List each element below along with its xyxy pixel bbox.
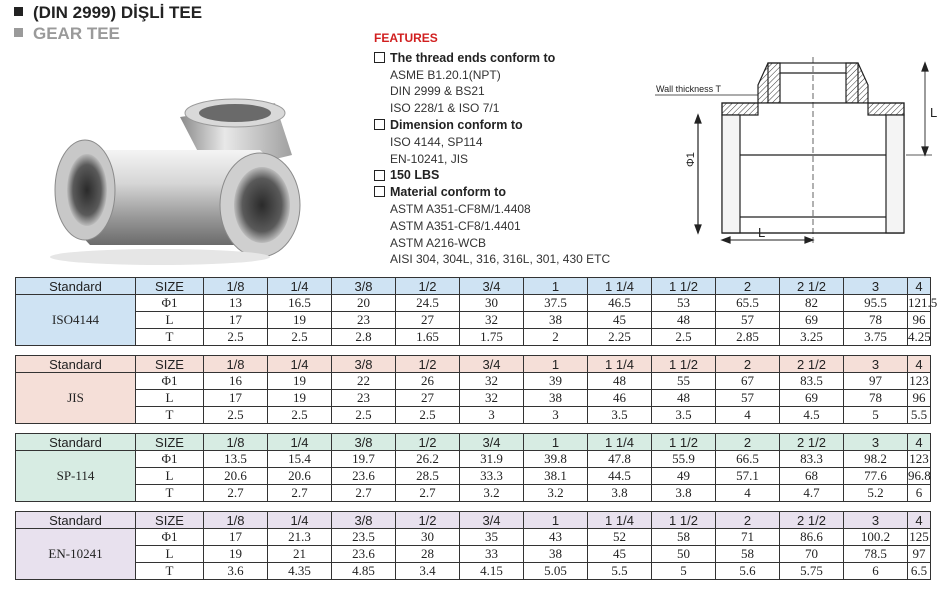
value-cell: 19.7 (332, 451, 396, 468)
value-cell: 16 (204, 373, 268, 390)
wall-thickness-label: Wall thickness T (656, 84, 722, 94)
value-cell: 31.9 (460, 451, 524, 468)
size-cell: 1/2 (396, 356, 460, 373)
value-cell: 68 (780, 468, 844, 485)
feature-item: ISO 4144, SP114 (390, 134, 483, 149)
size-cell: 1/4 (268, 278, 332, 295)
value-cell: 30 (460, 295, 524, 312)
feature-group-title: Dimension conform to (390, 117, 523, 132)
value-cell: 3.6 (204, 563, 268, 580)
value-cell: 3.8 (588, 485, 652, 502)
table-row (16, 373, 931, 390)
value-cell: 2.5 (268, 329, 332, 346)
row-label-cell: L (136, 546, 204, 563)
value-cell: 4.15 (460, 563, 524, 580)
standard-header-cell: Standard (16, 434, 136, 451)
value-cell: 3.5 (588, 407, 652, 424)
feature-item: ASME B1.20.1(NPT) (390, 67, 501, 82)
table-row (16, 563, 931, 580)
row-label-cell: L (136, 312, 204, 329)
value-cell: 66.5 (716, 451, 780, 468)
value-cell: 95.5 (844, 295, 908, 312)
value-cell: 22 (332, 373, 396, 390)
size-cell: 1/2 (396, 434, 460, 451)
value-cell: 13.5 (204, 451, 268, 468)
page-title (14, 3, 202, 23)
value-cell: 57.1 (716, 468, 780, 485)
size-cell: 3/8 (332, 512, 396, 529)
size-cell: 1 1/4 (588, 434, 652, 451)
value-cell: 3.4 (396, 563, 460, 580)
value-cell: 38.1 (524, 468, 588, 485)
value-cell: 20 (332, 295, 396, 312)
size-cell: 1/4 (268, 434, 332, 451)
value-cell: 35 (460, 529, 524, 546)
size-cell: 1 1/2 (652, 356, 716, 373)
row-label-cell: Φ1 (136, 529, 204, 546)
size-cell: 1/2 (396, 512, 460, 529)
value-cell: 2.7 (204, 485, 268, 502)
value-cell: 67 (716, 373, 780, 390)
size-cell: 3/4 (460, 434, 524, 451)
side-length-label: L (930, 105, 938, 120)
table-row (16, 407, 931, 424)
value-cell: 125 (909, 529, 929, 544)
value-cell: 5.75 (780, 563, 844, 580)
size-cell: 1 1/2 (652, 434, 716, 451)
features-heading: FEATURES (374, 31, 438, 45)
feature-item: ASTM A216-WCB (390, 235, 487, 250)
standard-header-cell: Standard (16, 512, 136, 529)
size-cell: 2 1/2 (780, 356, 844, 373)
value-cell: 23.6 (332, 546, 396, 563)
size-cell: 3/4 (460, 512, 524, 529)
value-cell: 78 (844, 390, 908, 407)
value-cell: 2.5 (332, 407, 396, 424)
row-label-cell: L (136, 468, 204, 485)
table-row (16, 451, 931, 468)
table-header-row (16, 512, 931, 529)
size-cell: 1 1/2 (652, 512, 716, 529)
value-cell: 26.2 (396, 451, 460, 468)
value-cell: 65.5 (716, 295, 780, 312)
table-row (16, 546, 931, 563)
size-cell: 1/8 (204, 512, 268, 529)
size-cell: 2 1/2 (780, 512, 844, 529)
value-cell: 82 (780, 295, 844, 312)
standard-name-cell: JIS (16, 373, 136, 424)
size-cell: 1 1/4 (588, 512, 652, 529)
bottom-length-label: L (758, 225, 766, 240)
value-cell: 23 (332, 312, 396, 329)
value-cell: 2.85 (716, 329, 780, 346)
value-cell: 2.7 (332, 485, 396, 502)
value-cell: 30 (396, 529, 460, 546)
value-cell: 5 (844, 407, 908, 424)
size-cell: 4 (908, 512, 931, 529)
feature-group-title: The thread ends conform to (390, 50, 556, 65)
value-cell: 19 (268, 373, 332, 390)
value-cell: 4.35 (268, 563, 332, 580)
spec-table-iso4144 (15, 277, 938, 346)
value-cell: 1.65 (396, 329, 460, 346)
size-cell: 3 (844, 512, 908, 529)
feature-group-thread (374, 50, 644, 117)
size-header-cell: SIZE (136, 278, 204, 295)
value-cell: 24.5 (396, 295, 460, 312)
value-cell: 17 (204, 529, 268, 546)
table-row (16, 529, 931, 546)
value-cell: 15.4 (268, 451, 332, 468)
size-cell: 2 1/2 (780, 278, 844, 295)
value-cell: 57 (716, 312, 780, 329)
value-cell: 3.8 (652, 485, 716, 502)
value-cell: 46.5 (588, 295, 652, 312)
size-cell: 3/4 (460, 278, 524, 295)
value-cell: 52 (588, 529, 652, 546)
value-cell: 69 (780, 312, 844, 329)
value-cell: 6 (908, 485, 931, 502)
row-label-cell: T (136, 329, 204, 346)
value-cell: 83.5 (780, 373, 844, 390)
value-cell: 48 (588, 373, 652, 390)
value-cell: 33 (460, 546, 524, 563)
value-cell: 3.25 (780, 329, 844, 346)
size-cell: 1 (524, 278, 588, 295)
value-cell: 48 (652, 312, 716, 329)
value-cell: 5.05 (524, 563, 588, 580)
size-cell: 4 (908, 356, 931, 373)
standard-name-cell: SP-114 (16, 451, 136, 502)
row-label-cell: Φ1 (136, 373, 204, 390)
feature-group-pressure (374, 167, 644, 184)
size-cell: 3/4 (460, 356, 524, 373)
value-cell: 45 (588, 546, 652, 563)
value-cell: 38 (524, 390, 588, 407)
row-label-cell: T (136, 485, 204, 502)
table-row (16, 468, 931, 485)
value-cell: 46 (588, 390, 652, 407)
feature-group-dimension (374, 117, 644, 167)
value-cell: 4.25 (908, 329, 931, 344)
value-cell: 23 (332, 390, 396, 407)
size-cell: 1/4 (268, 512, 332, 529)
tee-section-diagram (650, 55, 940, 250)
value-cell: 23.5 (332, 529, 396, 546)
value-cell: 38 (524, 312, 588, 329)
value-cell: 55 (652, 373, 716, 390)
value-cell: 69 (780, 390, 844, 407)
value-cell: 4 (716, 407, 780, 424)
value-cell: 32 (460, 373, 524, 390)
value-cell: 98.2 (844, 451, 908, 468)
title-en: GEAR TEE (33, 24, 120, 43)
value-cell: 53 (652, 295, 716, 312)
value-cell: 44.5 (588, 468, 652, 485)
value-cell: 96 (908, 390, 931, 407)
value-cell: 13 (204, 295, 268, 312)
value-cell: 5.6 (716, 563, 780, 580)
feature-item: EN-10241, JIS (390, 151, 469, 166)
value-cell: 23.6 (332, 468, 396, 485)
size-cell: 1 (524, 434, 588, 451)
value-cell: 32 (460, 390, 524, 407)
value-cell: 70 (780, 546, 844, 563)
gear-tee-photo (30, 95, 335, 270)
value-cell: 2.25 (588, 329, 652, 346)
value-cell: 26 (396, 373, 460, 390)
table-row (16, 390, 931, 407)
spec-table-sp114 (15, 433, 931, 502)
size-cell: 2 (716, 512, 780, 529)
value-cell: 17 (204, 312, 268, 329)
row-label-cell: L (136, 390, 204, 407)
size-cell: 2 (716, 356, 780, 373)
value-cell: 6 (844, 563, 908, 580)
value-cell: 45 (588, 312, 652, 329)
value-cell: 3.5 (652, 407, 716, 424)
value-cell: 2.5 (268, 407, 332, 424)
size-cell: 2 (716, 434, 780, 451)
size-header-cell: SIZE (136, 434, 204, 451)
size-cell: 1/8 (204, 278, 268, 295)
standard-header-cell: Standard (16, 278, 136, 295)
value-cell: 83.3 (780, 451, 844, 468)
value-cell: 38 (524, 546, 588, 563)
value-cell: 5.5 (588, 563, 652, 580)
value-cell: 19 (204, 546, 268, 563)
value-cell: 19 (268, 390, 332, 407)
feature-item: ASTM A351-CF8/1.4401 (390, 218, 521, 233)
value-cell: 123 (909, 373, 929, 388)
value-cell: 28 (396, 546, 460, 563)
value-cell: 123 (909, 451, 929, 466)
size-cell: 1/4 (268, 356, 332, 373)
value-cell: 2.5 (652, 329, 716, 346)
row-label-cell: Φ1 (136, 451, 204, 468)
size-cell: 2 1/2 (780, 434, 844, 451)
size-cell: 3/8 (332, 356, 396, 373)
value-cell: 121.5 (908, 295, 938, 310)
table-header-row (16, 278, 931, 295)
feature-item: ASTM A351-CF8M/1.4408 (390, 201, 531, 216)
value-cell: 48 (652, 390, 716, 407)
checkbox-icon (374, 119, 385, 130)
value-cell: 86.6 (780, 529, 844, 546)
table-header-row (16, 434, 931, 451)
table-header-row (16, 356, 931, 373)
value-cell: 4 (716, 485, 780, 502)
size-cell: 3 (844, 356, 908, 373)
value-cell: 4.7 (780, 485, 844, 502)
value-cell: 21.3 (268, 529, 332, 546)
value-cell: 16.5 (268, 295, 332, 312)
size-cell: 3 (844, 278, 908, 295)
size-cell: 3/8 (332, 434, 396, 451)
value-cell: 5.2 (844, 485, 908, 502)
feature-item: AISI 304, 304L, 316, 316L, 301, 430 ETC (390, 252, 611, 267)
value-cell: 97 (844, 373, 908, 390)
size-cell: 1 1/4 (588, 278, 652, 295)
value-cell: 100.2 (844, 529, 908, 546)
spec-table-en10241 (15, 511, 931, 580)
value-cell: 2.7 (268, 485, 332, 502)
feature-group-material (374, 184, 644, 268)
phi-label: Φ1 (685, 152, 697, 167)
size-cell: 2 (716, 278, 780, 295)
value-cell: 2.5 (204, 407, 268, 424)
value-cell: 27 (396, 390, 460, 407)
value-cell: 20.6 (204, 468, 268, 485)
value-cell: 1.75 (460, 329, 524, 346)
value-cell: 19 (268, 312, 332, 329)
value-cell: 21 (268, 546, 332, 563)
value-cell: 2.5 (204, 329, 268, 346)
features-list (374, 30, 644, 268)
value-cell: 33.3 (460, 468, 524, 485)
value-cell: 4.5 (780, 407, 844, 424)
spec-table-jis (15, 355, 931, 424)
page-subtitle (14, 24, 120, 44)
value-cell: 77.6 (844, 468, 908, 485)
value-cell: 2.7 (396, 485, 460, 502)
table-row (16, 329, 931, 346)
size-cell: 4 (908, 278, 931, 295)
title-tr: (DIN 2999) DİŞLİ TEE (33, 3, 203, 22)
size-cell: 1 (524, 512, 588, 529)
value-cell: 2 (524, 329, 588, 346)
size-cell: 1 1/2 (652, 278, 716, 295)
value-cell: 32 (460, 312, 524, 329)
table-row (16, 312, 931, 329)
value-cell: 96.8 (908, 468, 931, 483)
size-cell: 1/2 (396, 278, 460, 295)
value-cell: 2.5 (396, 407, 460, 424)
size-cell: 1/8 (204, 356, 268, 373)
size-cell: 1 (524, 356, 588, 373)
size-cell: 3/8 (332, 278, 396, 295)
feature-group-title: 150 LBS (390, 168, 440, 183)
value-cell: 4.85 (332, 563, 396, 580)
value-cell: 78 (844, 312, 908, 329)
feature-item: ISO 228/1 & ISO 7/1 (390, 101, 500, 116)
value-cell: 20.6 (268, 468, 332, 485)
value-cell: 28.5 (396, 468, 460, 485)
row-label-cell: T (136, 407, 204, 424)
value-cell: 49 (652, 468, 716, 485)
value-cell: 3.2 (524, 485, 588, 502)
size-cell: 1 1/4 (588, 356, 652, 373)
table-row (16, 295, 931, 312)
value-cell: 5.5 (908, 407, 931, 424)
checkbox-icon (374, 170, 385, 181)
value-cell: 55.9 (652, 451, 716, 468)
value-cell: 58 (652, 529, 716, 546)
value-cell: 39 (524, 373, 588, 390)
value-cell: 58 (716, 546, 780, 563)
value-cell: 3.75 (844, 329, 908, 346)
size-header-cell: SIZE (136, 512, 204, 529)
value-cell: 71 (716, 529, 780, 546)
standard-header-cell: Standard (16, 356, 136, 373)
row-label-cell: Φ1 (136, 295, 204, 312)
value-cell: 50 (652, 546, 716, 563)
size-cell: 4 (908, 434, 931, 451)
size-header-cell: SIZE (136, 356, 204, 373)
checkbox-icon (374, 186, 385, 197)
value-cell: 43 (524, 529, 588, 546)
value-cell: 78.5 (844, 546, 908, 563)
feature-item: DIN 2999 & BS21 (390, 84, 485, 99)
feature-group-title: Material conform to (390, 185, 506, 200)
row-label-cell: T (136, 563, 204, 580)
value-cell: 3.2 (460, 485, 524, 502)
value-cell: 37.5 (524, 295, 588, 312)
standard-name-cell: EN-10241 (16, 529, 136, 580)
bullet-square-icon (14, 7, 23, 16)
standard-name-cell: ISO4144 (16, 295, 136, 346)
size-cell: 3 (844, 434, 908, 451)
size-cell: 1/8 (204, 434, 268, 451)
value-cell: 6.5 (908, 563, 931, 580)
value-cell: 57 (716, 390, 780, 407)
bullet-square-icon (14, 28, 23, 37)
value-cell: 47.8 (588, 451, 652, 468)
value-cell: 97 (908, 546, 931, 563)
value-cell: 5 (652, 563, 716, 580)
table-row (16, 485, 931, 502)
checkbox-icon (374, 52, 385, 63)
value-cell: 96 (908, 312, 931, 329)
value-cell: 39.8 (524, 451, 588, 468)
value-cell: 27 (396, 312, 460, 329)
value-cell: 3 (460, 407, 524, 424)
value-cell: 2.8 (332, 329, 396, 346)
value-cell: 3 (524, 407, 588, 424)
value-cell: 17 (204, 390, 268, 407)
